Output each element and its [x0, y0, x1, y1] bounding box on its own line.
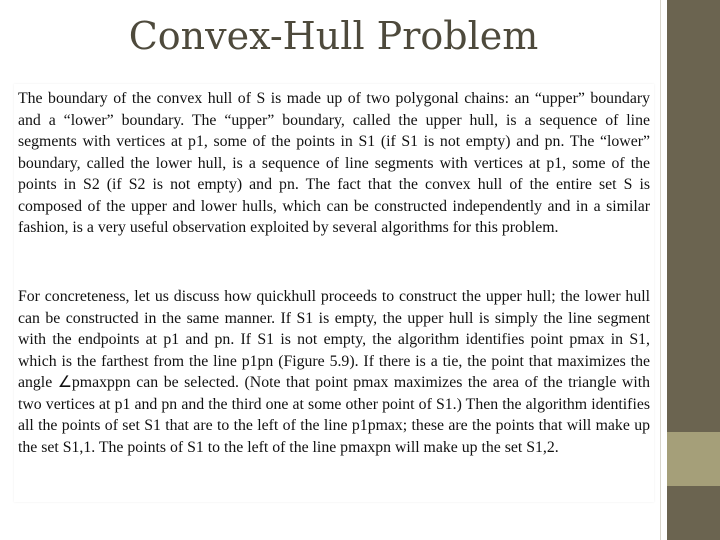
side-divider [660, 0, 661, 540]
paragraph-upper-lower-hull: The boundary of the convex hull of S is made up of two polygonal chains: an “upper” boundary and a “lower” boundary. The “upper” boundary, called the upper hull, is a sequence of line segments with vertices at p1, some of the points in S1 (if S1 is not empty) and pn. The “lower” boundary, called the lower hull, is a sequence of line segments with vertices at p1, some of the points in S2 (if S2 is not empty) and pn. The fact that the convex hull of the entire set S is composed of the upper and lower hulls, which can be constructed independently and in a similar fashion, is a very useful observation exploited by several algorithms for this problem. [18, 90, 650, 236]
slide-sidebar-accent [667, 432, 720, 486]
slide-title: Convex-Hull Problem [128, 14, 539, 58]
paragraph-quickhull-upper: For concreteness, let us discuss how quickhull proceeds to construct the upper hull; the lower hull can be constructed in the same manner. If S1 is empty, the upper hull is simply the line segment with the endpoints at p1 and pn. If S1 is not empty, the algorithm identifies point pmax in S1, which is the farthest from the line p1pn (Figure 5.9). If there is a tie, the point that maximizes the angle ∠pmaxppn can be selected. (Note that point pmax maximizes the area of the triangle with two vertices at p1 and pn and the third one at some other point of S1.) Then the algorithm identifies all the points of set S1 that are to the left of the line p1pmax; these are the points that will make up the set S1,1. The points of S1 to the left of the line pmaxpn will make up the set S1,2. [18, 288, 650, 456]
document-excerpt [14, 84, 654, 502]
